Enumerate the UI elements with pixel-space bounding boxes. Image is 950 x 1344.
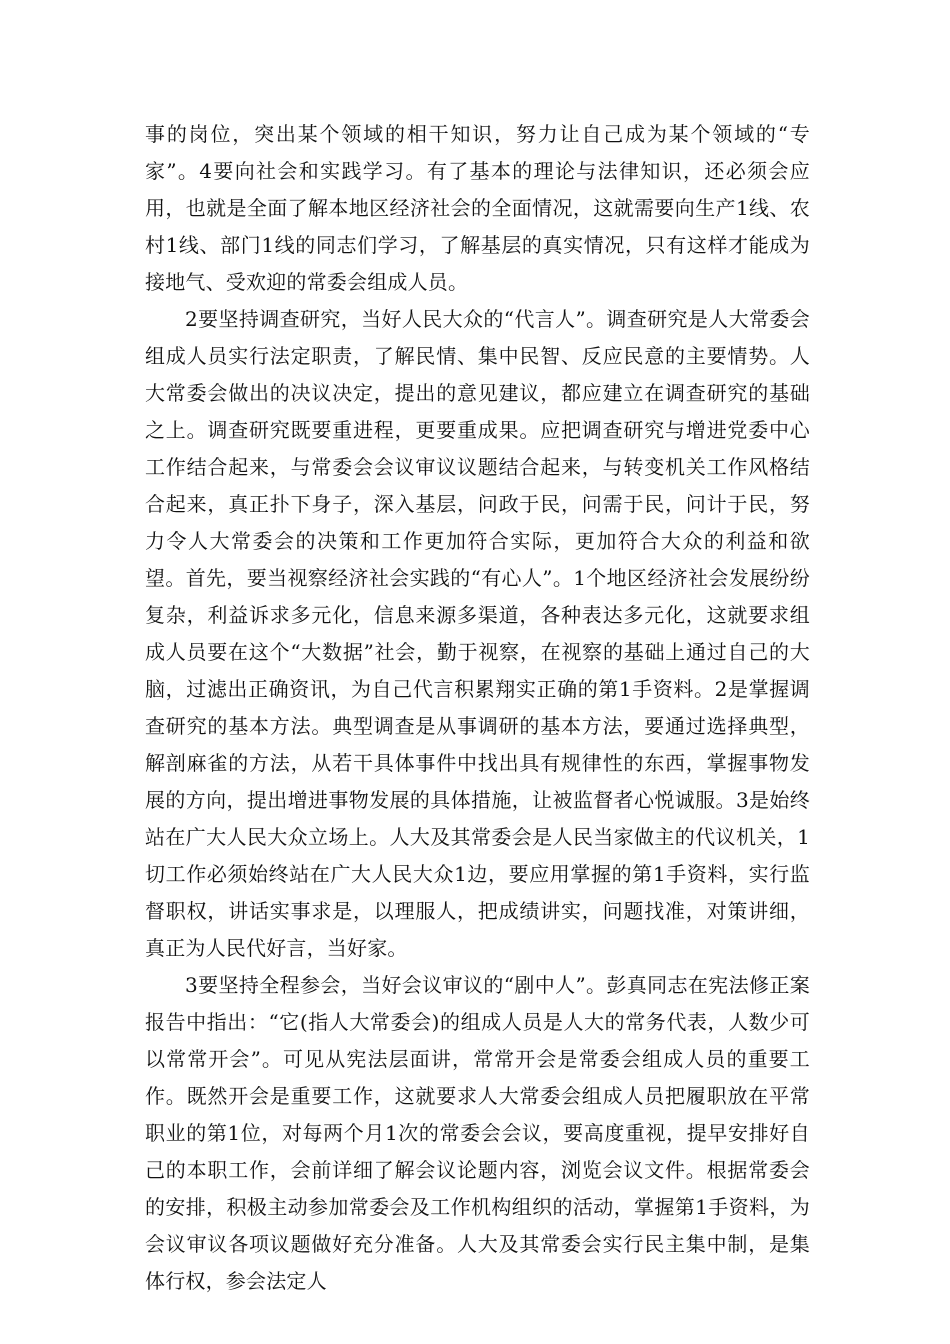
paragraph-1: 事的岗位，突出某个领域的相干知识，努力让自己成为某个领域的“专家”。4要向社会和实践学习。有了基本的理论与法律知识，还必须会应用，也就是全面了解本地区经济社会的全面情况，这就需要向生产1线、农村1线、部门1线的同志们学习，了解基层的真实情况，只有这样才能成为接地气、受欢迎的常委会组成人员。 [145,122,810,294]
paragraph-2: 2要坚持调查研究，当好人民大众的“代言人”。调查研究是人大常委会组成人员实行法定职责，了解民情、集中民智、反应民意的主要情势。人大常委会做出的决议决定，提出的意见建议，都应建立在调查研究的基础之上。调查研究既要重进程，更要重成果。应把调查研究与增进党委中心工作结合起来，与常委会会议审议议题结合起来，与转变机关工作风格结合起来，真正扑下身子，深入基层，问政于民，问需于民，问计于民，努力令人大常委会的决策和工作更加符合实际，更加符合大众的利益和欲望。首先，要当视察经济社会实践的“有心人”。1个地区经济社会发展纷纷复杂，利益诉求多元化，信息来源多渠道，各种表达多元化，这就要求组成人员要在这个“大数据”社会，勤于视察，在视察的基础上通过自己的大脑，过滤出正确资讯，为自己代言积累翔实正确的第1手资料。2是掌握调查研究的基本方法。典型调查是从事调研的基本方法，要通过选择典型，解剖麻雀的方法，从若干具体事件中找出具有规律性的东西，掌握事物发展的方向，提出增进事物发展的具体措施，让被监督者心悦诚服。3是始终站在广大人民大众立场上。人大及其常委会是人民当家做主的代议机关，1切工作必须始终站在广大人民大众1边，要应用掌握的第1手资料，实行监督职权，讲话实事求是，以理服人，把成绩讲实，问题找准，对策讲细，真正为人民代好言，当好家。 [145,307,810,960]
paragraph-3: 3要坚持全程参会，当好会议审议的“剧中人”。彭真同志在宪法修正案报告中指出：“它(指人大常委会)的组成人员是人大的常务代表，人数少可以常常开会”。可见从宪法层面讲，常常开会是常委会组成人员的重要工作。既然开会是重要工作，这就要求人大常委会组成人员把履职放在平常职业的第1位，对每两个月1次的常委会会议，要高度重视，提早安排好自己的本职工作，会前详细了解会议论题内容，浏览会议文件。根据常委会的安排，积极主动参加常委会及工作机构组织的活动，掌握第1手资料，为会议审议各项议题做好充分准备。人大及其常委会实行民主集中制，是集体行权，参会法定人 [145,973,810,1293]
document-body [145,116,810,1300]
